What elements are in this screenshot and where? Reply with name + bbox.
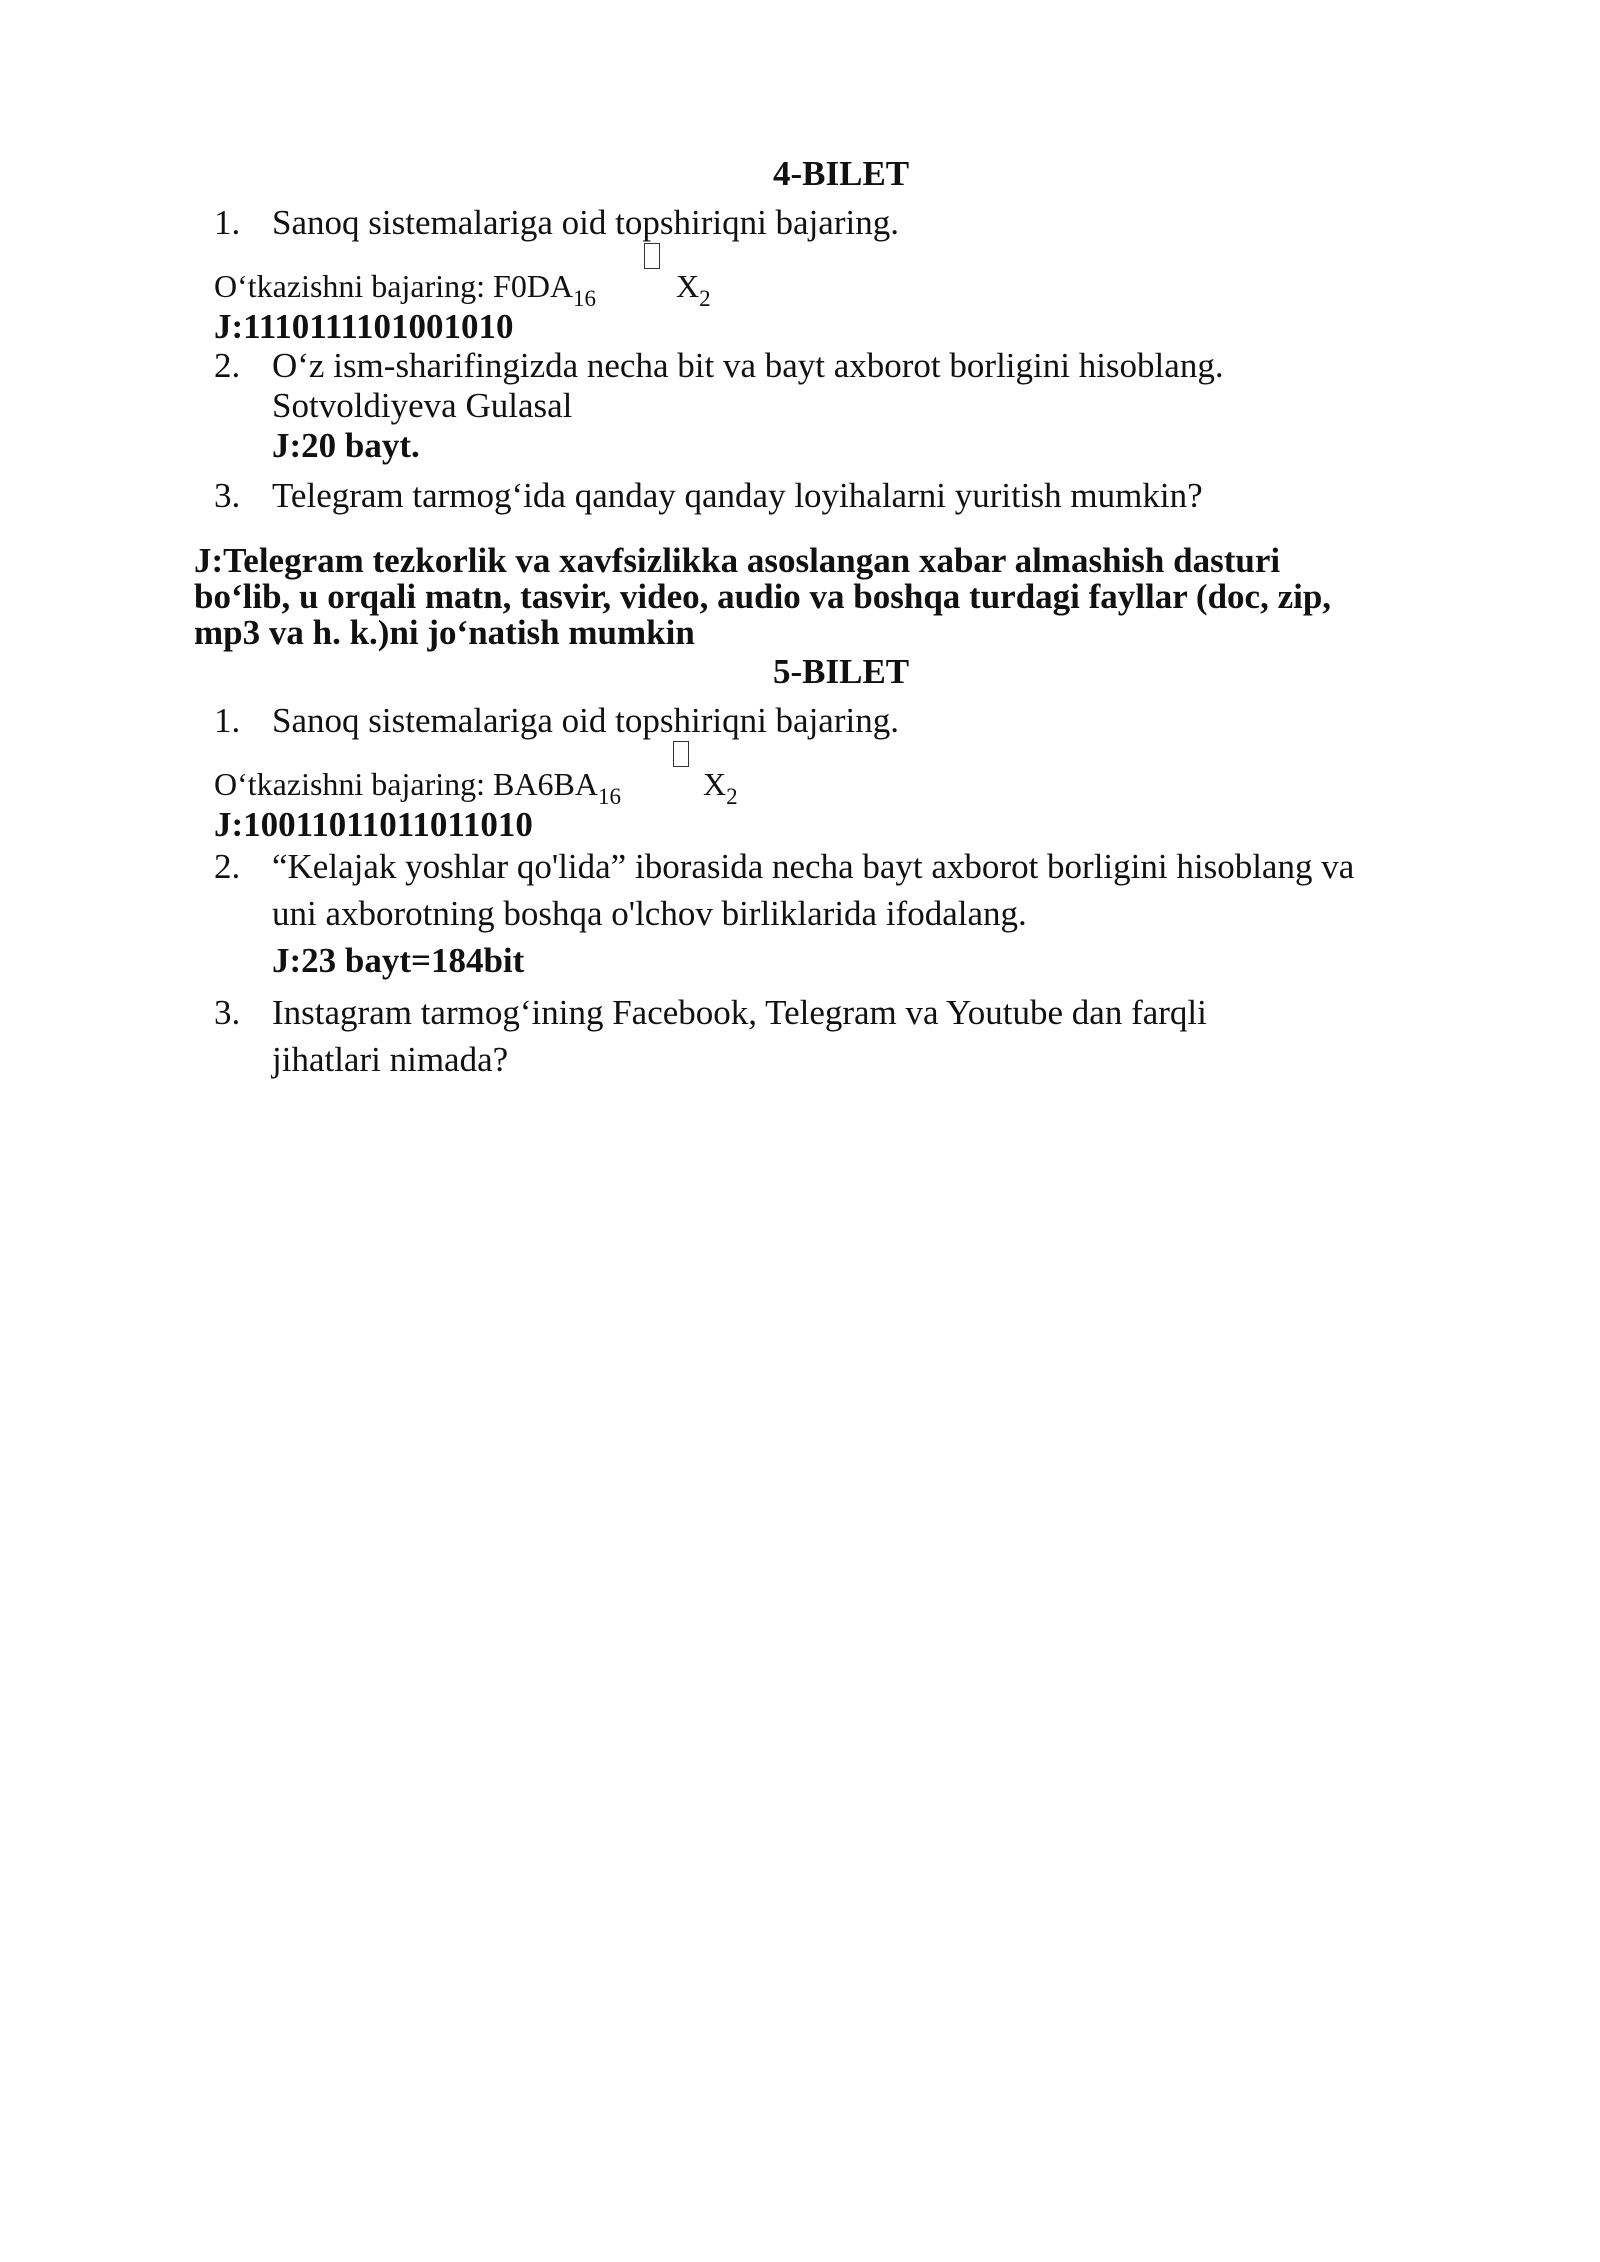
ticket-4-answer-3-line-2: bo‘lib, u orqali matn, tasvir, video, audio va boshqa turdagi fayllar (doc, zip, xyxy=(194,577,1332,616)
ticket-4-q1-text: Sanoq sistemalariga oid topshiriqni bajaring. xyxy=(272,203,899,242)
ticket-5-q2-number: 2. xyxy=(214,847,241,886)
ticket-5-conversion-target xyxy=(703,766,738,809)
ticket-4-q2-text: O‘z ism-sharifingizda necha bit va bayt axborot borligini hisoblang. xyxy=(272,346,1224,385)
ticket-4-q2-name: Sotvoldiyeva Gulasal xyxy=(272,386,573,425)
ticket-5-q3-line-1: Instagram tarmog‘ining Facebook, Telegram va Youtube dan farqli xyxy=(272,993,1207,1032)
ticket-5-q3-line-2: jihatlari nimada? xyxy=(272,1040,509,1079)
ticket-5-q1-text: Sanoq sistemalariga oid topshiriqni bajaring. xyxy=(272,701,899,740)
ticket-4-answer-1: J:1110111101001010 xyxy=(214,307,514,346)
ticket-4-answer-3-line-3: mp3 va h. k.)ni jo‘natish mumkin xyxy=(194,613,695,652)
ticket-4-answer-3-line-1: J:Telegram tezkorlik va xavfsizlikka asoslangan xabar almashish dasturi xyxy=(194,541,1281,580)
ticket-4-q3-number: 3. xyxy=(214,476,241,515)
ticket-5-title: 5-BILET xyxy=(773,652,910,691)
ticket-4-q3-text: Telegram tarmog‘ida qanday qanday loyihalarni yuritish mumkin? xyxy=(272,476,1203,515)
ticket-4-conversion-base: 16 xyxy=(573,286,597,311)
ticket-5-q1-number: 1. xyxy=(214,701,241,740)
ticket-5-answer-2: J:23 bayt=184bit xyxy=(272,941,525,980)
ticket-4-title: 4-BILET xyxy=(773,154,910,193)
ticket-4-target-base: 2 xyxy=(699,286,711,311)
ticket-5-q2-line-1: “Kelajak yoshlar qo'lida” iborasida necha bayt axborot borligini hisoblang va xyxy=(272,847,1355,886)
ticket-4-conversion-target xyxy=(676,268,711,311)
ticket-4-q2-number: 2. xyxy=(214,346,241,385)
ticket-5-conversion-label: O‘tkazishni bajaring: BA6BA xyxy=(214,766,598,802)
ticket-4-target-x: X xyxy=(676,268,700,304)
missing-glyph-arrow-icon xyxy=(673,741,689,767)
ticket-5-answer-1: J:10011011011011010 xyxy=(214,805,533,844)
ticket-4-answer-2: J:20 bayt. xyxy=(272,426,420,465)
ticket-5-q2-line-2: uni axborotning boshqa o'lchov birliklarida ifodalang. xyxy=(272,894,1027,933)
ticket-5-target-x: X xyxy=(703,766,727,802)
ticket-4-conversion xyxy=(214,268,597,311)
missing-glyph-arrow-icon xyxy=(644,243,660,269)
ticket-5-conversion xyxy=(214,766,621,809)
ticket-5-target-base: 2 xyxy=(726,784,738,809)
ticket-5-q3-number: 3. xyxy=(214,993,241,1032)
ticket-4-conversion-label: O‘tkazishni bajaring: F0DA xyxy=(214,268,574,304)
ticket-5-conversion-base: 16 xyxy=(597,784,621,809)
ticket-4-q1-number: 1. xyxy=(214,203,241,242)
